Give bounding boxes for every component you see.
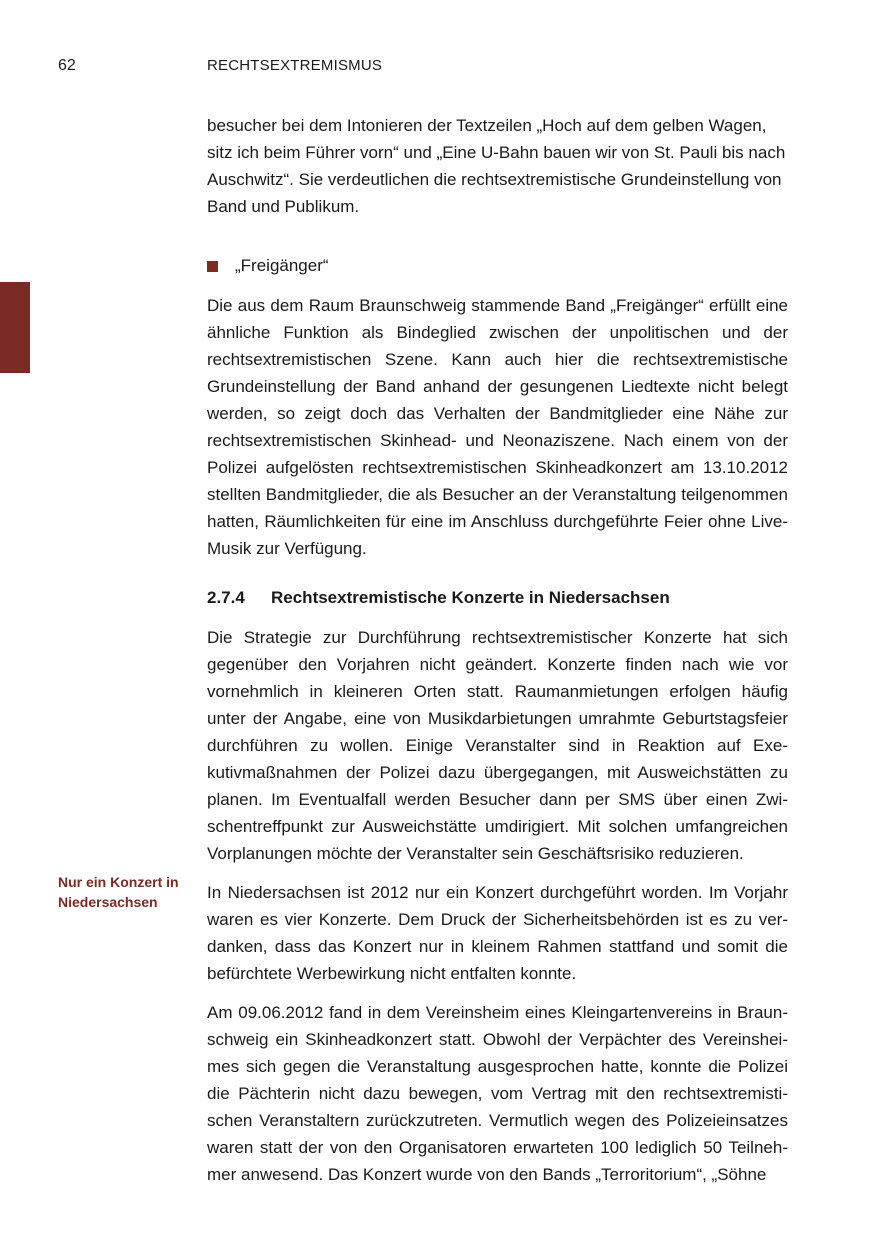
running-head: RECHTSEXTREMISMUS — [207, 57, 383, 74]
section-number: 2.7.4 — [207, 588, 245, 607]
square-bullet-icon — [207, 261, 218, 272]
band-paragraph: Die aus dem Raum Braunschweig stammende Band „Freigänger“ erfüllt eine ähnliche Funktion als Bindeglied zwischen der unpolitischen und der rechtsextremistischen Szene. Kann auch hier die rechtsextremistische Grundeinstellung der Band anhand der gesungenen Liedtexte nicht belegt werden, so zeigt doch das Verhalten der Bandmitglieder eine Nähe zur rechtsextremistischen Skinhead- und Neonaziszene. Nach einem von der Polizei aufgelösten rechtsextremistischen Skinheadkonzert am 13.10.2012 stellten Bandmitglieder, die als Besucher an der Veranstaltung teilgenommen hatten, Räumlichkeiten für eine im Anschluss durchgeführte Feier ohne Live-Musik zur Verfügung. — [207, 296, 788, 558]
page-number: 62 — [58, 57, 76, 74]
lower-saxony-paragraph: In Niedersachsen ist 2012 nur ein Konzert durchgeführt worden. Im Vorjahr waren es vier Konzerte. Dem Druck der Sicherheitsbehörden ist es zu verdanken, dass das Konzert nur in kleinem Rahmen stattfand und somit die befürchtete Werbewirkung nicht entfalten konnte. — [207, 883, 788, 983]
section-heading — [207, 586, 788, 610]
margin-note — [58, 872, 198, 912]
margin-note-line: Nur ein Konzert in — [58, 874, 179, 890]
main-text-column — [207, 112, 788, 1188]
braunschweig-paragraph: Am 09.06.2012 fand in dem Vereinsheim eines Kleingartenvereins in Braunschweig ein Skinheadkonzert statt. Obwohl der Verpächter des Vereinsheimes sich gegen die Veranstaltung ausgesprochen hatte, konnte die Polizei die Pächterin nicht dazu bewegen, vom Vertrag mit den rechtsextremistischen Veranstaltern zurückzutreten. Vermutlich wegen des Polizeieinsatzes waren statt der von den Organisatoren erwarteten 100 lediglich 50 Teilnehmer anwesend. Das Konzert wurde von den Bands „Terroritorium“, „Söhne — [207, 1003, 788, 1184]
chapter-edge-tab — [0, 282, 30, 373]
band-heading-text: „Freigänger“ — [235, 256, 329, 275]
intro-paragraph: besucher bei dem Intonieren der Textzeilen „Hoch auf dem gelben Wagen, sitz ich beim Führer vorn“ und „Eine U-Bahn bauen wir von St. Pauli bis nach Auschwitz“. Sie verdeutlichen die rechtsextremistische Grundeinstellung von Band und Publikum. — [207, 116, 786, 216]
strategy-paragraph: Die Strategie zur Durchführung rechtsextremistischer Konzerte hat sich gegenüber den Vorjahren nicht geändert. Konzerte finden nach wie vor vornehmlich in kleineren Orten statt. Raumanmietungen erfolgen häufig unter der Angabe, eine von Musikdarbietungen umrahmte Geburtstagsfeier durchführen zu wollen. Einige Veranstalter sind in Reaktion auf Exekutivmaßnahmen der Polizei dazu übergegangen, mit Ausweichstätten zu planen. Im Eventualfall werden Besucher dann per SMS über einen Zwischentreffpunkt zur Ausweichstätte umdirigiert. Mit solchen umfangreichen Vorplanungen möchte der Veranstalter sein Geschäftsrisiko reduzieren. — [207, 628, 788, 863]
section-title: Rechtsextremistische Konzerte in Niedersachsen — [271, 588, 670, 607]
band-heading — [207, 254, 788, 278]
margin-note-line: Niedersachsen — [58, 894, 158, 910]
